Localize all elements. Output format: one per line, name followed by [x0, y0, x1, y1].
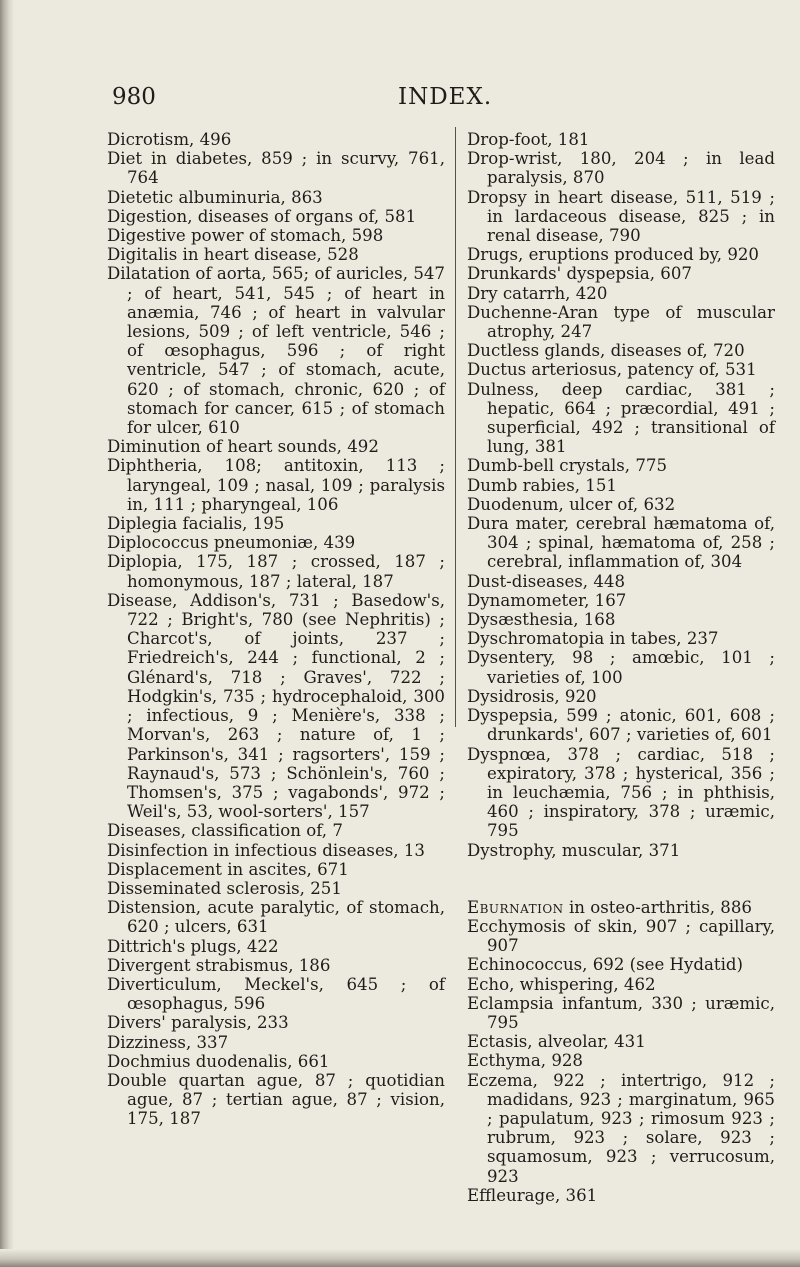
index-entry: Dyspepsia, 599 ; atonic, 601, 608 ; drunkards', 607 ; varieties of, 601 — [467, 706, 775, 745]
page-edge-bottom — [0, 1249, 800, 1267]
page-header — [0, 84, 800, 114]
index-entry: Diminution of heart sounds, 492 — [107, 437, 379, 457]
index-entry: Eczema, 922 ; intertrigo, 912 ; madidans, 923 ; marginatum, 965 ; papulatum, 923 ; rimosum 923 ; rubrum, 923 ; solare, 923 ; squamosum, 923 ; verrucosum, 923 — [467, 1070, 775, 1186]
index-entry: Duchenne-Aran type of muscular atrophy, 247 — [467, 302, 775, 342]
index-entry: Ductless glands, diseases of, 720 — [467, 341, 745, 361]
index-entry: Dropsy in heart disease, 511, 519 ; in lardaceous disease, 825 ; in renal disease, 790 — [467, 187, 775, 246]
index-entry: Digestive power of stomach, 598 — [107, 226, 384, 246]
index-entry: Dynamometer, 167 — [467, 590, 627, 610]
index-entry: Dystrophy, muscular, 371 — [467, 840, 681, 860]
index-entry: Drop-foot, 181 — [467, 130, 590, 149]
index-entry: Divergent strabismus, 186 — [107, 955, 331, 975]
index-entry: Ecthyma, 928 — [467, 1051, 583, 1071]
page-edge-shadow — [0, 0, 14, 1267]
entry-headword-smallcaps: Eburnation — [467, 897, 564, 917]
index-entry: Dysidrosis, 920 — [467, 686, 597, 706]
index-entry: Dust-diseases, 448 — [467, 571, 626, 591]
index-entry: Disseminated sclerosis, 251 — [107, 878, 342, 898]
index-entry: Echinococcus, 692 (see Hydatid) — [467, 955, 743, 975]
entry-text: in osteo-arthritis, 886 — [563, 897, 752, 917]
index-entry: Ductus arteriosus, patency of, 531 — [467, 360, 757, 380]
index-entry: Eclampsia infantum, 330 ; uræmic, 795 — [467, 993, 775, 1032]
index-entry: Dietetic albuminuria, 863 — [107, 187, 323, 207]
index-entry: Dyspnœa, 378 ; cardiac, 518 ; expiratory, 378 ; hysterical, 356 ; in leuchæmia, 756 ; in phthisis, 460 ; inspiratory, 378 ; uræmic, 795 — [467, 744, 775, 841]
index-entry: Divers' paralysis, 233 — [107, 1013, 289, 1033]
index-entry: Digestion, diseases of organs of, 581 — [107, 206, 417, 226]
index-entry: Distension, acute paralytic, of stomach, 620 ; ulcers, 631 — [107, 898, 445, 937]
index-entry: Diplegia facialis, 195 — [107, 514, 285, 534]
index-entry: Diplopia, 175, 187 ; crossed, 187 ; homonymous, 187 ; lateral, 187 — [107, 552, 445, 591]
index-section-d — [467, 130, 775, 860]
index-column-right — [467, 130, 775, 1205]
index-entry: Diseases, classification of, 7 — [107, 821, 343, 841]
running-title: INDEX. — [398, 84, 493, 110]
index-entry: Dittrich's plugs, 422 — [107, 936, 279, 956]
index-entry: Dilatation of aorta, 565; of auricles, 547 ; of heart, 541, 545 ; of heart in anæmia, 746 ; of heart in valvular lesions, 509 ; of left ventricle, 546 ; of œsophagus, 596 ; of right ventricle, 547 ; of stomach, acute, 620 ; of stomach, chronic, 620 ; of stomach for cancer, 615 ; of stomach for ulcer, 610 — [107, 264, 445, 438]
index-column-left — [107, 130, 445, 1129]
section-gap — [467, 860, 775, 898]
index-entry: Dulness, deep cardiac, 381 ; hepatic, 664 ; præcordial, 491 ; superficial, 492 ; transitional of lung, 381 — [467, 379, 775, 457]
index-entry: Diverticulum, Meckel's, 645 ; of œsophagus, 596 — [107, 974, 445, 1014]
index-entry: Dysentery, 98 ; amœbic, 101 ; varieties of, 100 — [467, 648, 775, 687]
index-entry: Digitalis in heart disease, 528 — [107, 245, 359, 265]
index-entry: Effleurage, 361 — [467, 1185, 598, 1205]
index-entry: Diet in diabetes, 859 ; in scurvy, 761, 764 — [107, 149, 445, 188]
index-entry: Dyschromatopia in tabes, 237 — [467, 629, 719, 649]
index-entry: Dizziness, 337 — [107, 1032, 229, 1052]
index-entry: Drop-wrist, 180, 204 ; in lead paralysis, 870 — [467, 149, 775, 188]
page-number: 980 — [112, 84, 156, 110]
index-entry: Disease, Addison's, 731 ; Basedow's, 722 ; Bright's, 780 (see Nephritis) ; Charcot's, of joints, 237 ; Friedreich's, 244 ; functional, 2 ; Glénard's, 718 ; Graves', 722 ; Hodgkin's, 735 ; hydrocephaloid, 300 ; infectious, 9 ; Menière's, 338 ; Morvan's, 263 ; nature of, 1 ; Parkinson's, 341 ; ragsorters', 159 ; Raynaud's, 573 ; Schönlein's, 760 ; Thomsen's, 375 ; vagabonds', 972 ; Weil's, 53, wool-sorters', 157 — [107, 590, 445, 822]
index-entry: Dura mater, cerebral hæmatoma of, 304 ; spinal, hæmatoma of, 258 ; cerebral, inflammation of, 304 — [467, 514, 775, 572]
index-entry: Disinfection in infectious diseases, 13 — [107, 840, 425, 860]
index-entry: Displacement in ascites, 671 — [107, 859, 349, 879]
index-entry: Double quartan ague, 87 ; quotidian ague, 87 ; tertian ague, 87 ; vision, 175, 187 — [107, 1070, 445, 1129]
index-entry: Echo, whispering, 462 — [467, 974, 656, 994]
index-entry: Dry catarrh, 420 — [467, 283, 608, 303]
index-entry: Drugs, eruptions produced by, 920 — [467, 245, 759, 265]
column-divider — [455, 127, 456, 727]
index-entry: Dicrotism, 496 — [107, 130, 232, 149]
index-entry: Dochmius duodenalis, 661 — [107, 1051, 330, 1071]
index-entry: Duodenum, ulcer of, 632 — [467, 494, 676, 514]
index-section-e — [467, 917, 775, 1205]
index-entry: Ecchymosis of skin, 907 ; capillary, 907 — [467, 916, 775, 956]
index-entry: Diplococcus pneumoniæ, 439 — [107, 533, 356, 553]
index-entry: Dumb rabies, 151 — [467, 475, 617, 495]
index-entry: Diphtheria, 108; antitoxin, 113 ; laryngeal, 109 ; nasal, 109 ; paralysis in, 111 ; pharyngeal, 106 — [107, 456, 445, 514]
index-entry: Drunkards' dyspepsia, 607 — [467, 264, 692, 284]
index-entry: Ectasis, alveolar, 431 — [467, 1032, 646, 1052]
index-entry: Dysæsthesia, 168 — [467, 610, 616, 630]
index-entry — [467, 898, 775, 917]
index-entry: Dumb-bell crystals, 775 — [467, 456, 668, 476]
